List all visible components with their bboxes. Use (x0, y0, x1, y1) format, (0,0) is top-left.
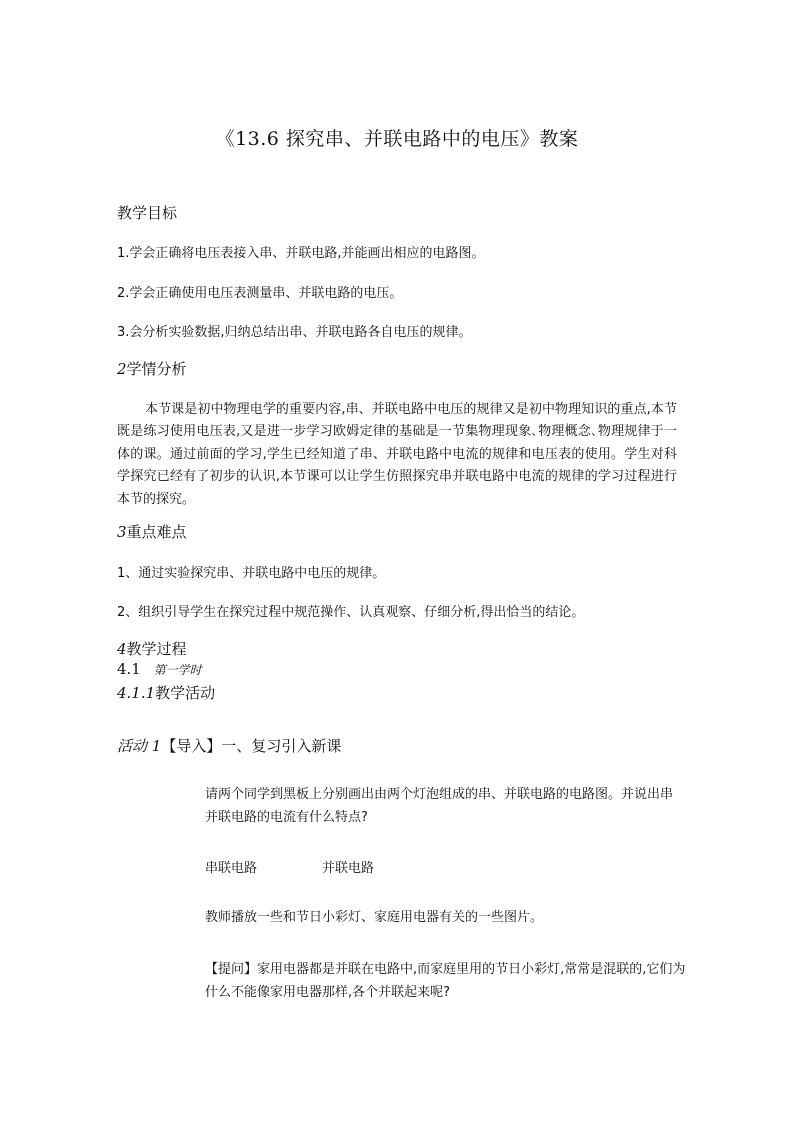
subsection-label: 第一学时 (153, 663, 202, 677)
section-heading-keypoints (117, 521, 187, 542)
subsection-activities (117, 682, 215, 703)
objective-item-1: 1.学会正确将电压表接入串、并联电路,并能画出相应的电路图。 (117, 246, 485, 261)
subsection-number: 4.1 (117, 660, 141, 678)
activity-paragraph-2: 教师播放一些和节日小彩灯、家庭用电器有关的一些图片。 (205, 910, 544, 925)
section-heading-analysis (117, 358, 187, 379)
analysis-paragraph: 本节课是初中物理电学的重要内容,串、并联电路中电压的规律又是初中物理知识的重点,本节既是练习使用电压表,又是进一步学习欧姆定律的基础是一节集物理现象､物理概念､物理规律于一体的课。通过前面的学习,学生已经知道了串、并联电路中电流的规律和电压表的使用。学生对科学探究已经有了初步的认识,本节课可以让学生仿照探究串并联电路中电流的规律的学习过程进行本节的探究。 (117, 402, 677, 507)
activity-prefix: 活动 1 (117, 737, 162, 755)
keypoint-item-1: 1、通过实验探究串、并联电路中电压的规律。 (117, 566, 386, 581)
section-title: 教学过程 (126, 640, 187, 658)
activity-tag: 【导入】 (161, 737, 222, 755)
label-series-circuit: 串联电路 (205, 861, 258, 876)
section-number: 2 (117, 360, 127, 378)
activity-title: 一、复习引入新课 (221, 737, 342, 755)
question-paragraph (205, 958, 695, 1004)
objective-item-3: 3.会分析实验数据,归纳总结出串、并联电路各自电压的规律。 (117, 325, 472, 340)
activity-heading (117, 735, 341, 756)
section-heading-objectives: 教学目标 (117, 204, 178, 222)
objective-item-2: 2.学会正确使用电压表测量串、并联电路的电压。 (117, 286, 403, 301)
section-title: 学情分析 (126, 360, 187, 378)
section-heading-process (117, 638, 187, 659)
activity-paragraph-1: 请两个同学到黑板上分别画出由两个灯泡组成的串、并联电路的电路图。并说出串并联电路的电流有什么特点? (205, 787, 674, 825)
subsection-lesson-1 (117, 660, 202, 678)
section-title: 重点难点 (126, 523, 187, 541)
document-title: 《13.6 探究串、并联电路中的电压》教案 (215, 128, 579, 150)
keypoint-item-2: 2、组织引导学生在探究过程中规范操作、认真观察、仔细分析,得出恰当的结论。 (117, 605, 585, 620)
label-parallel-circuit: 并联电路 (322, 861, 375, 876)
subsection-label: 教学活动 (155, 684, 216, 702)
subsection-number: 4.1.1 (117, 684, 156, 702)
section-number: 3 (117, 523, 127, 541)
question-tag: 【提问】 (205, 962, 258, 977)
section-number: 4 (117, 640, 127, 658)
question-text: 家用电器都是并联在电路中,而家庭里用的节日小彩灯,常常是混联的,它们为什么不能像家用电器那样,各个并联起来呢? (205, 962, 686, 1000)
